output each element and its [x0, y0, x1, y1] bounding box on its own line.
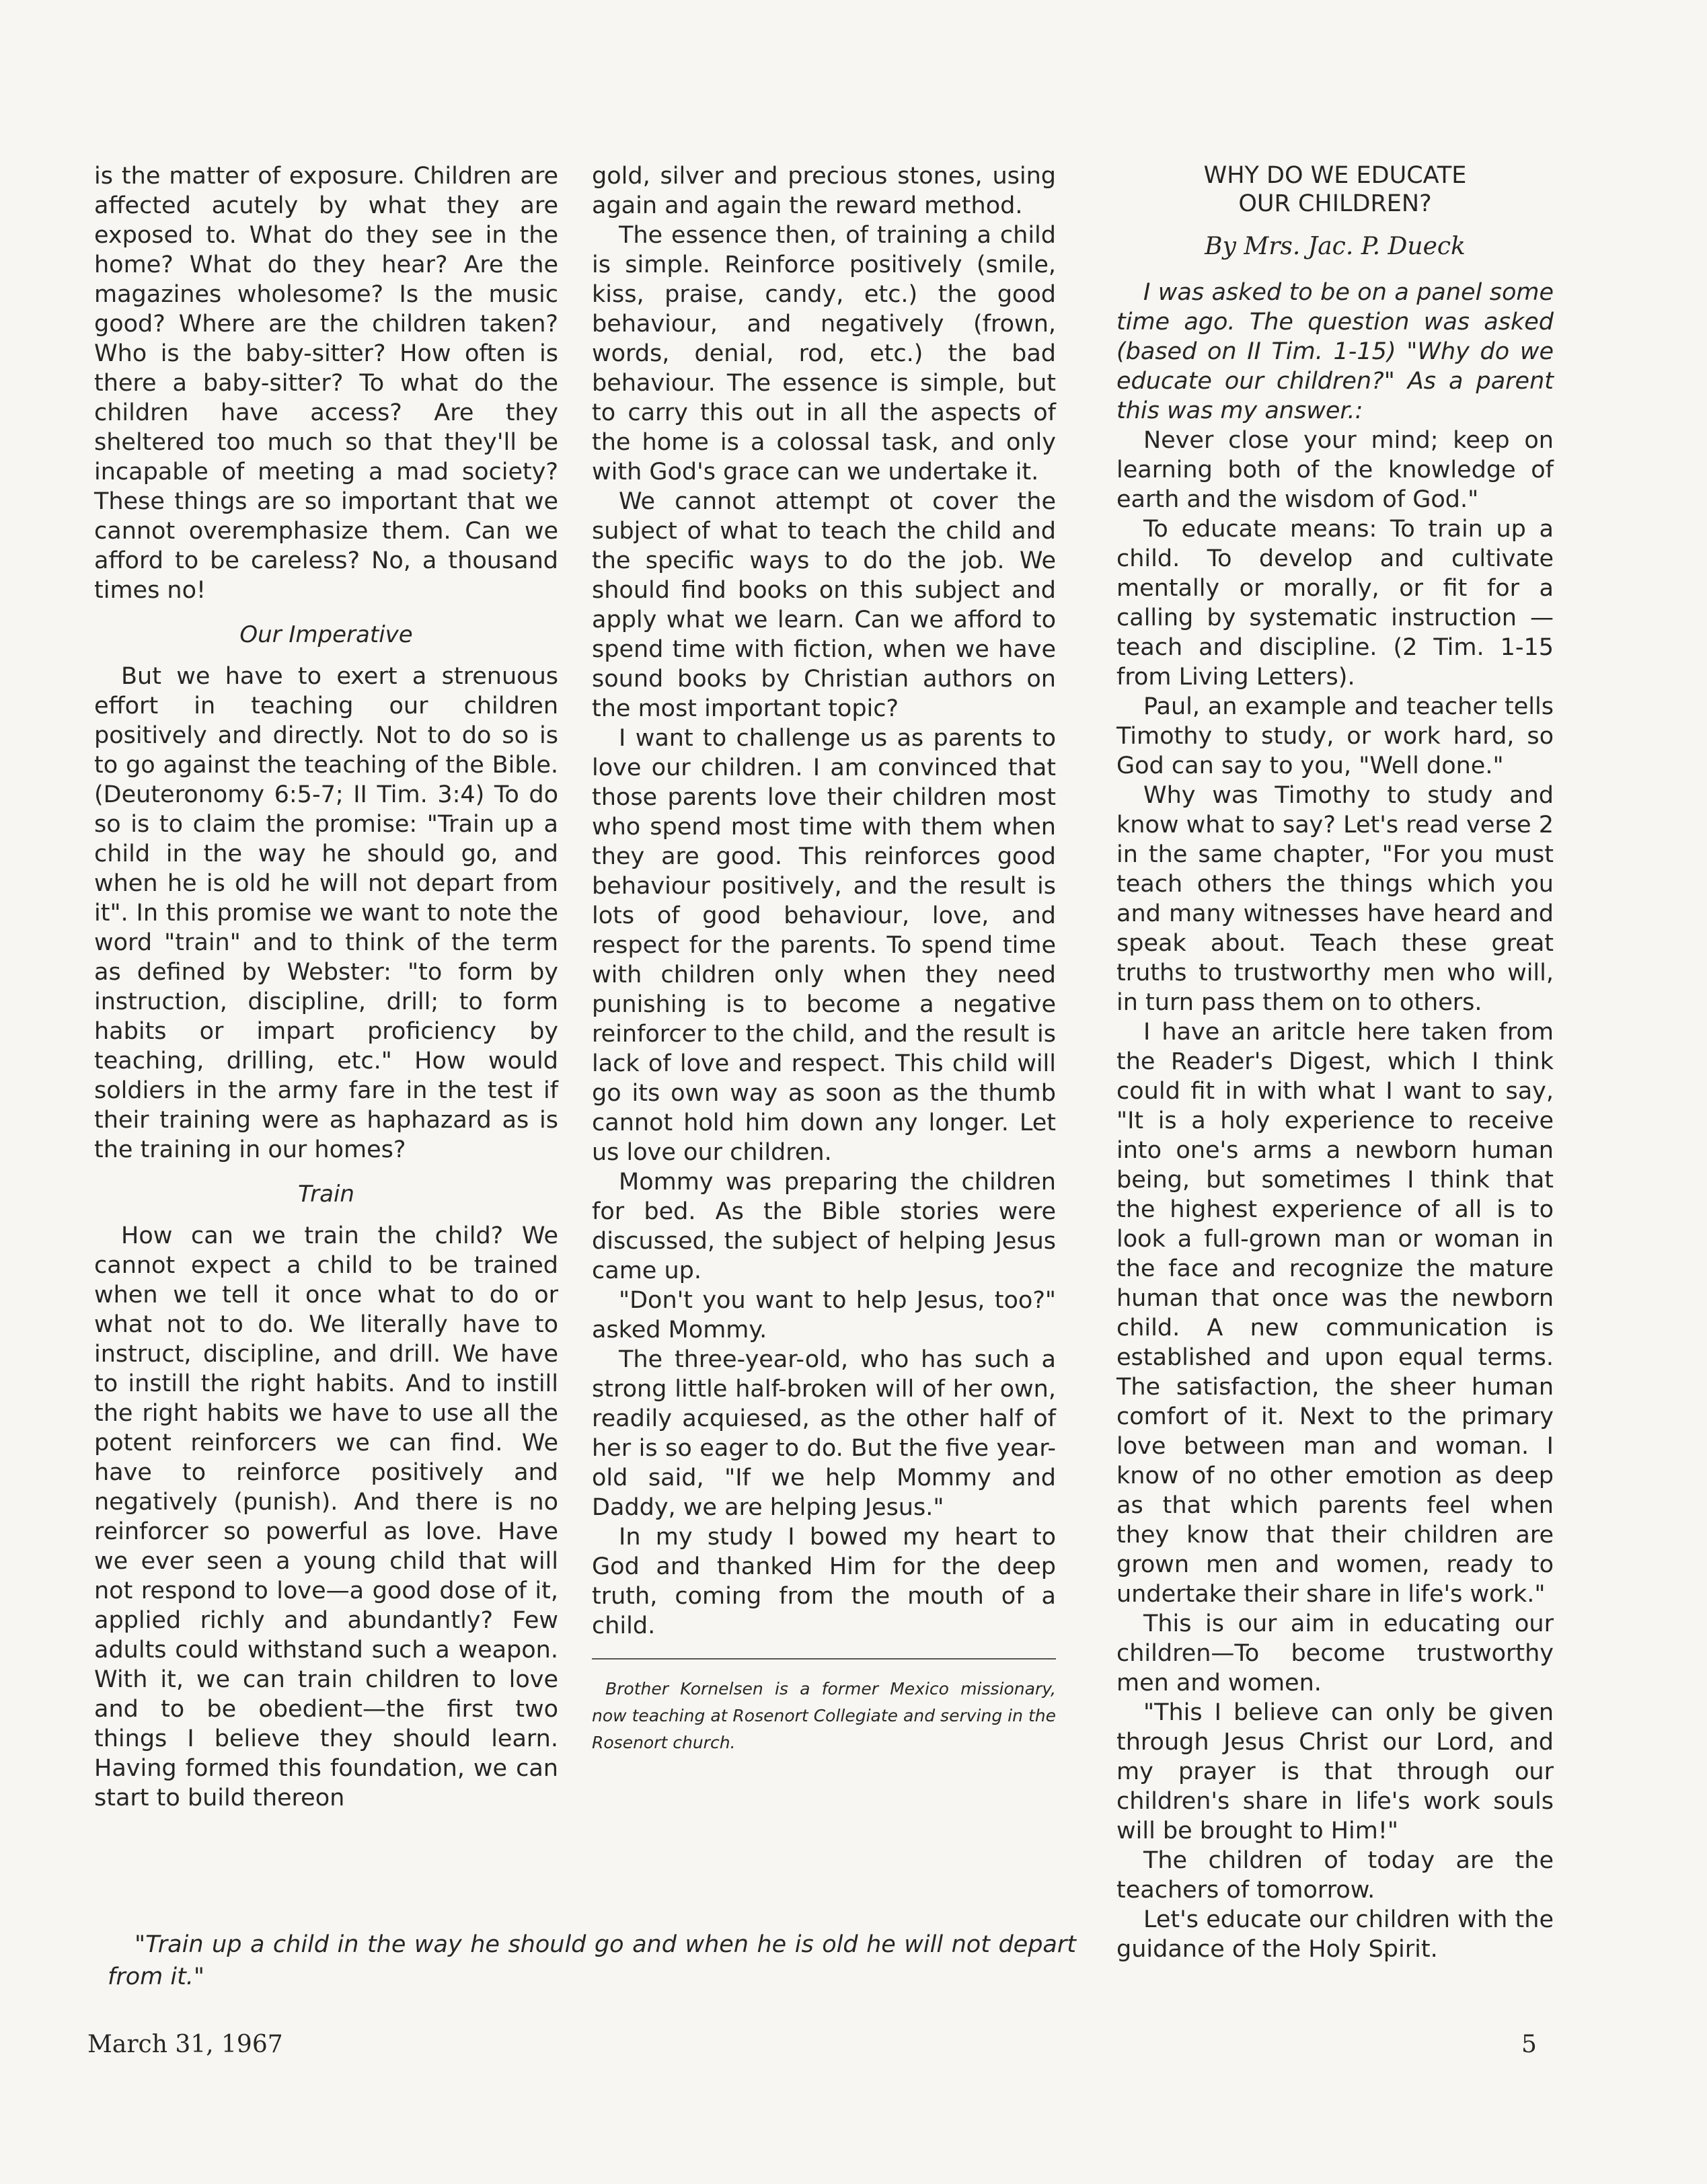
article-title-line-2: OUR CHILDREN? — [1238, 190, 1432, 217]
paragraph: The three-year-old, who has such a strong little half-broken will of her own, readily acquiesed, as the other half of her is so eager to do. But the five year-old said, "If we help Mommy and Daddy, we are helping Jesus." — [592, 1346, 1056, 1521]
byline: By Mrs. Jac. P. Dueck — [1205, 233, 1466, 260]
paragraph: The essence then, of training a child is simple. Reinforce positively (smile, kiss, praise, candy, etc.) the good behaviour, and negatively (frown, words, denial, rod, etc.) the bad behaviour. The essence is simple, but to carry this out in all the aspects of the home is a colossal task, and only with God's grace can we undertake it. — [592, 222, 1056, 485]
left-article-column-1 — [94, 161, 558, 1813]
paragraph: In my study I bowed my heart to God and thanked Him for the deep truth, coming from the mouth of a child. — [592, 1524, 1056, 1639]
right-article-column — [1116, 161, 1554, 1964]
divider — [592, 1658, 1056, 1660]
paragraph: Let's educate our children with the guidance of the Holy Spirit. — [1116, 1906, 1554, 1963]
section-heading: Our Imperative — [239, 621, 413, 648]
paragraph: "This I believe can only be given through Jesus Christ our Lord, and my prayer is that through our children's share in life's work souls will be brought to Him!" — [1116, 1699, 1554, 1844]
paragraph: Why was Timothy to study and know what to say? Let's read verse 2 in the same chapter, "For you must teach others the things which you and many witnesses have heard and speak about. Teach these great truths to trustworthy men who will, in turn pass them on to others. — [1116, 782, 1554, 1016]
paragraph: I want to challenge us as parents to love our children. I am convinced that those parents love their children most who spend most time with them when they are good. This reinforces good behaviour positively, and the result is lots of good behaviour, love, and respect for the parents. To spend time with children only when they need punishing is to become a negative reinforcer to the child, and the result is lack of love and respect. This child will go its own way as soon as the thumb cannot hold him down any longer. Let us love our children. — [592, 725, 1056, 1166]
paragraph: Mommy was preparing the children for bed. As the Bible stories were discussed, the subject of helping Jesus came up. — [592, 1169, 1056, 1284]
page-number: 5 — [1521, 2031, 1537, 2058]
paragraph: The children of today are the teachers of tomorrow. — [1116, 1847, 1554, 1904]
paragraph: "Don't you want to help Jesus, too?" asked Mommy. — [592, 1287, 1056, 1343]
article-title-line-1: WHY DO WE EDUCATE — [1203, 162, 1467, 189]
intro-block — [1116, 278, 1554, 426]
paragraph: How can we train the child? We cannot expect a child to be trained when we tell it once what to do or what not to do. We literally have to instruct, discipline, and drill. We have to instill the right habits. And to instill the right habits we have to use all the potent reinforcers we can find. We have to reinforce positively and negatively (punish). And there is no reinforcer so powerful as love. Have we ever seen a young child that will not respond to love—a good dose of it, applied richly and abundantly? Few adults could withstand such a weapon. With it, we can train children to love and to be obedient—the first two things I believe they should learn. Having formed this foundation, we can start to build thereon — [94, 1222, 558, 1811]
paragraph: To educate means: To train up a child. To develop and cultivate mentally or morally, or fit for a calling by systematic instruction — teach and discipline. (2 Tim. 1-15 from Living Letters). — [1116, 516, 1554, 691]
author-note: Brother Kornelsen is a former Mexico missionary, now teaching at Rosenort Collegiate and serving in the Rosenort church. — [592, 1679, 1056, 1752]
paragraph: This is our aim in educating our children—To become trustworthy men and women. — [1116, 1610, 1554, 1696]
paragraph: We cannot attempt ot cover the subject of what to teach the child and the specific ways to do the job. We should find books on this subject and apply what we learn. Can we afford to spend time with fiction, when we have sound books by Christian authors on the most important topic? — [592, 488, 1056, 722]
intro-paragraph: I was asked to be on a panel some time ago. The question was asked (based on II Tim. 1-15) "Why do we educate our children?" As a parent this was my answer.: — [1116, 279, 1554, 424]
footer-date: March 31, 1967 — [87, 2031, 283, 2058]
paragraph: Paul, an example and teacher tells Timothy to study, or work hard, so God can say to you, "Well done." — [1116, 693, 1554, 779]
paragraph: I have an aritcle here taken from the Reader's Digest, which I think could fit in with what I want to say, "It is a holy experience to receive into one's arms a newborn human being, but sometimes I think that the highest experience of all is to look a full-grown man or woman in the face and recognize the mature human that once was the newborn child. A new communication is established and upon equal terms. The satisfaction, the sheer human comfort of it. Next to the primary love between man and woman. I know of no other emotion as deep as that which parents feel when they know that their children are grown men and women, ready to undertake their share in life's work." — [1116, 1019, 1554, 1608]
paragraph: is the matter of exposure. Children are affected acutely by what they are exposed to. What do they see in the home? What do they hear? Are the magazines wholesome? Is the music good? Where are the children taken? Who is the baby-sitter? How often is there a baby-sitter? To what do the children have access? Are they sheltered too much so that they'll be incapable of meeting a mad society? These things are so important that we cannot overemphasize them. Can we afford to be careless? No, a thousand times no! — [94, 163, 558, 604]
pull-quote: "Train up a child in the way he should go and when he is old he will not depart from it." — [108, 1931, 1076, 1990]
left-article-column-2 — [592, 161, 1056, 1756]
paragraph: But we have to exert a strenuous effort in teaching our children positively and directly. Not to do so is to go against the teaching of the Bible. (Deuteronomy 6:5-7; II Tim. 3:4) To do so is to claim the promise: "Train up a child in the way he should go, and when he is old he will not depart from it". In this promise we want to note the word "train" and to think of the term as defined by Webster: "to form by instruction, discipline, drill; to form habits or impart proficiency by teaching, drilling, etc." How would soldiers in the army fare in the test if their training were as haphazard as is the training in our homes? — [94, 663, 558, 1163]
paragraph: gold, silver and precious stones, using again and again the reward method. — [592, 163, 1056, 219]
paragraph: Never close your mind; keep on learning both of the knowledge of earth and the wisdom of God." — [1116, 427, 1554, 513]
section-heading: Train — [298, 1181, 354, 1208]
